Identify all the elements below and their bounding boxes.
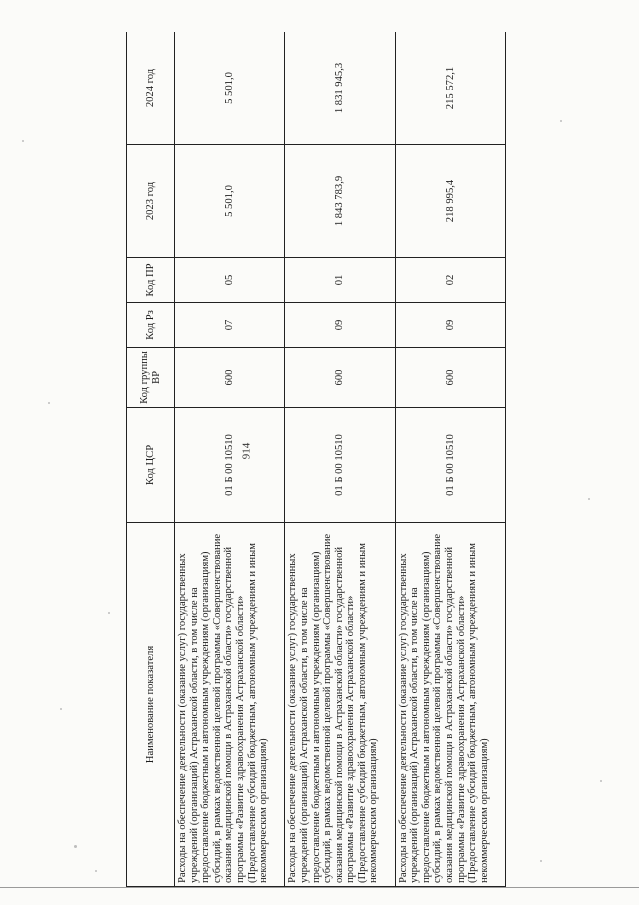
table-region bbox=[126, 32, 506, 887]
scan-speck bbox=[540, 860, 542, 862]
row-rz: 09 bbox=[395, 303, 505, 348]
scan-speck bbox=[48, 402, 50, 404]
header-pr: Код ПР bbox=[127, 258, 175, 303]
header-row bbox=[127, 32, 175, 887]
row-vr: 600 bbox=[395, 348, 505, 408]
budget-table bbox=[126, 32, 506, 887]
scan-speck bbox=[74, 845, 77, 848]
row-name: Расходы на обеспечение деятельности (оказание услуг) государственных учреждений (организаций) Астраханской области, в том числе на предоставление бюджетным и автономным учреждениям (организациям) субсидий, в рамках ведомственной целевой программы «Совершенствование оказания медицинской помощи в Астраханской области» государственной программы «Развитие здравоохранения Астраханской области» (Предоставление субсидий бюджетным, автономным учреждениям и иным некоммерческим организациям) bbox=[285, 523, 395, 887]
row-pr: 05 bbox=[175, 258, 285, 303]
table-row bbox=[285, 32, 395, 887]
scan-speck bbox=[22, 140, 24, 142]
header-csr: Код ЦСР bbox=[127, 408, 175, 523]
row-vr: 600 bbox=[285, 348, 395, 408]
header-2023: 2023 год bbox=[127, 145, 175, 258]
scan-speck bbox=[60, 708, 62, 710]
table-row bbox=[175, 32, 285, 887]
header-vr: Код группы ВР bbox=[127, 348, 175, 408]
row-rz: 07 bbox=[175, 303, 285, 348]
row-csr: 01 Б 00 10510 bbox=[395, 408, 505, 523]
scan-edge-line bbox=[0, 887, 639, 888]
row-2024: 215 572,1 bbox=[395, 32, 505, 145]
row-name: Расходы на обеспечение деятельности (оказание услуг) государственных учреждений (организаций) Астраханской области, в том числе на предоставление бюджетным и автономным учреждениям (организациям) субсидий, в рамках ведомственной целевой программы «Совершенствование оказания медицинской помощи в Астраханской области» государственной программы «Развитие здравоохранения Астраханской области» (Предоставление субсидий бюджетным, автономным учреждениям и иным некоммерческим организациям) bbox=[395, 523, 505, 887]
header-name: Наименование показателя bbox=[127, 523, 175, 887]
row-vr: 600 bbox=[175, 348, 285, 408]
table-row bbox=[395, 32, 505, 887]
row-rz: 09 bbox=[285, 303, 395, 348]
scan-speck bbox=[95, 870, 97, 872]
header-2024: 2024 год bbox=[127, 32, 175, 145]
row-csr: 01 Б 00 10510 bbox=[285, 408, 395, 523]
scan-speck bbox=[560, 120, 562, 122]
row-2023: 5 501,0 bbox=[175, 145, 285, 258]
scan-speck bbox=[588, 498, 590, 500]
scan-speck bbox=[108, 612, 110, 614]
rotated-table-container bbox=[126, 32, 506, 887]
row-pr: 01 bbox=[285, 258, 395, 303]
header-rz: Код Рз bbox=[127, 303, 175, 348]
row-name: Расходы на обеспечение деятельности (оказание услуг) государственных учреждений (организаций) Астраханской области, в том числе на предоставление бюджетным и автономным учреждениям (организациям) субсидий, в рамках ведомственной целевой программы «Совершенствование оказания медицинской помощи в Астраханской области» государственной программы «Развитие здравоохранения Астраханской области» (Предоставление субсидий бюджетным, автономным учреждениям и иным некоммерческим организациям) bbox=[175, 523, 285, 887]
row-2024: 5 501,0 bbox=[175, 32, 285, 145]
row-csr: 01 Б 00 10510 bbox=[175, 408, 285, 523]
row-2023: 1 843 783,9 bbox=[285, 145, 395, 258]
scan-speck bbox=[600, 780, 602, 782]
row-2023: 218 995,4 bbox=[395, 145, 505, 258]
row-pr: 02 bbox=[395, 258, 505, 303]
row-2024: 1 831 945,3 bbox=[285, 32, 395, 145]
page-number: 914 bbox=[240, 442, 253, 460]
